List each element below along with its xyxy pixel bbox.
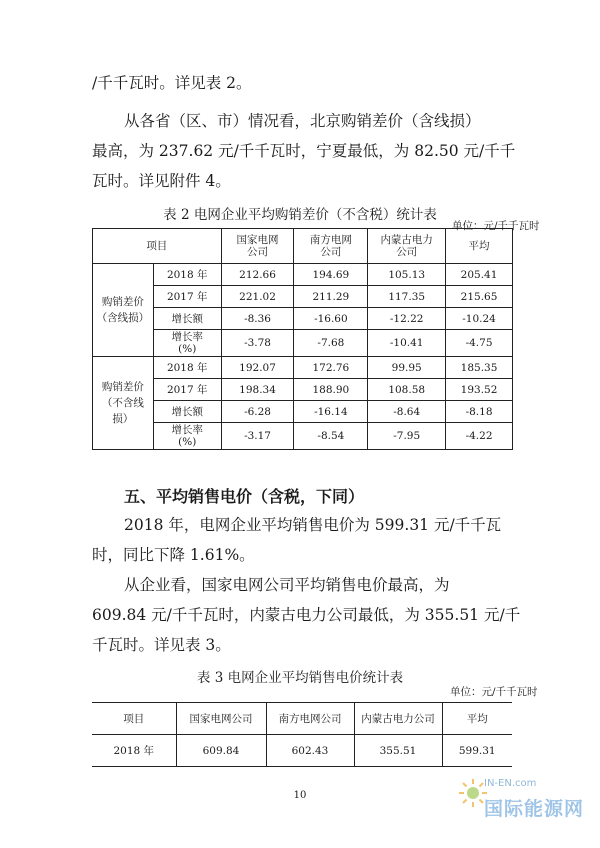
paragraph-line: 瓦时。详见附件 4。 [92,172,231,190]
table3 [92,702,512,767]
page-number: 10 [293,790,307,801]
row-item: 2018 年 [153,357,221,379]
value-cell: 108.58 [368,379,446,401]
table-header-row [93,229,513,264]
value-cell: -10.41 [368,330,446,357]
table-row [92,735,512,767]
value-cell: 211.29 [294,286,368,308]
value-cell: 99.95 [368,357,446,379]
row-item: 增长额 [153,401,221,423]
paragraph-line: 最高，为 237.62 元/千千瓦时，宁夏最低，为 82.50 元/千千 [92,142,516,160]
watermark-logo [458,772,598,842]
value-cell: 172.76 [294,357,368,379]
value-cell: -3.78 [221,330,294,357]
table-row [93,357,513,379]
value-cell: 215.65 [446,286,513,308]
value-cell: 185.35 [446,357,513,379]
header-cell: 内蒙古电力 公司 [368,229,446,264]
row-item: 2018 年 [153,264,221,286]
paragraph-line: 2018 年，电网企业平均销售电价为 599.31 元/千千瓦 [124,516,502,534]
watermark-url: IN-EN.com [484,778,537,789]
table-row [93,308,513,330]
value-cell: -3.17 [221,423,294,450]
row-item: 2018 年 [92,735,176,767]
header-cell: 内蒙古电力公司 [354,703,442,735]
table-row [93,423,513,450]
paragraph-line: 609.84 元/千千瓦时，内蒙古电力公司最低，为 355.51 元/千 [92,606,521,624]
row-item: 增长率 (%) [153,330,221,357]
table-row [93,379,513,401]
value-cell: 105.13 [368,264,446,286]
table-header-row [92,703,512,735]
row-item: 增长率 (%) [153,423,221,450]
value-cell: 198.34 [221,379,294,401]
paragraph-line: 时，同比下降 1.61%。 [92,546,255,564]
table-row [93,264,513,286]
value-cell: 117.35 [368,286,446,308]
table-row [93,286,513,308]
header-cell: 平均 [446,229,513,264]
table-row [93,401,513,423]
group-label: 购销差价 （含线损） [93,264,154,357]
value-cell: 602.43 [266,735,354,767]
value-cell: 192.07 [221,357,294,379]
section-heading: 五、平均销售电价（含税，下同） [124,487,365,506]
value-cell: 188.90 [294,379,368,401]
value-cell: -16.14 [294,401,368,423]
table2-caption: 表 2 电网企业平均购销差价（不含税）统计表 [163,207,437,223]
paragraph-line: 从各省（区、市）情况看，北京购销差价（含线损） [124,112,481,130]
value-cell: 609.84 [176,735,266,767]
table2 [92,228,513,450]
row-item: 增长额 [153,308,221,330]
header-cell: 项目 [93,229,222,264]
table2-unit: 单位：元/千千瓦时 [452,220,540,232]
table3-caption: 表 3 电网企业平均销售电价统计表 [196,670,404,686]
value-cell: -4.22 [446,423,513,450]
header-cell: 平均 [442,703,512,735]
value-cell: 194.69 [294,264,368,286]
group-label: 购销差价 （不含线 损） [93,357,154,450]
paragraph-line: 从企业看，国家电网公司平均销售电价最高，为 [124,576,450,594]
header-cell: 南方电网 公司 [294,229,368,264]
value-cell: 599.31 [442,735,512,767]
value-cell: -8.54 [294,423,368,450]
row-item: 2017 年 [153,379,221,401]
value-cell: -8.36 [221,308,294,330]
value-cell: 212.66 [221,264,294,286]
value-cell: -12.22 [368,308,446,330]
table-row [93,330,513,357]
value-cell: 193.52 [446,379,513,401]
watermark-text: 国际能源网 [484,798,585,820]
header-cell: 国家电网 公司 [221,229,294,264]
table3-unit: 单位：元/千千瓦时 [450,686,538,698]
value-cell: -8.64 [368,401,446,423]
value-cell: 205.41 [446,264,513,286]
row-item: 2017 年 [153,286,221,308]
header-cell: 南方电网公司 [266,703,354,735]
header-cell: 国家电网公司 [176,703,266,735]
value-cell: -7.95 [368,423,446,450]
value-cell: -6.28 [221,401,294,423]
value-cell: -7.68 [294,330,368,357]
header-cell: 项目 [92,703,176,735]
value-cell: 221.02 [221,286,294,308]
paragraph-line: 千瓦时。详见表 3。 [92,636,231,654]
value-cell: -10.24 [446,308,513,330]
value-cell: -4.75 [446,330,513,357]
value-cell: -8.18 [446,401,513,423]
value-cell: -16.60 [294,308,368,330]
continuation-text: /千千瓦时。详见表 2。 [92,74,252,92]
value-cell: 355.51 [354,735,442,767]
